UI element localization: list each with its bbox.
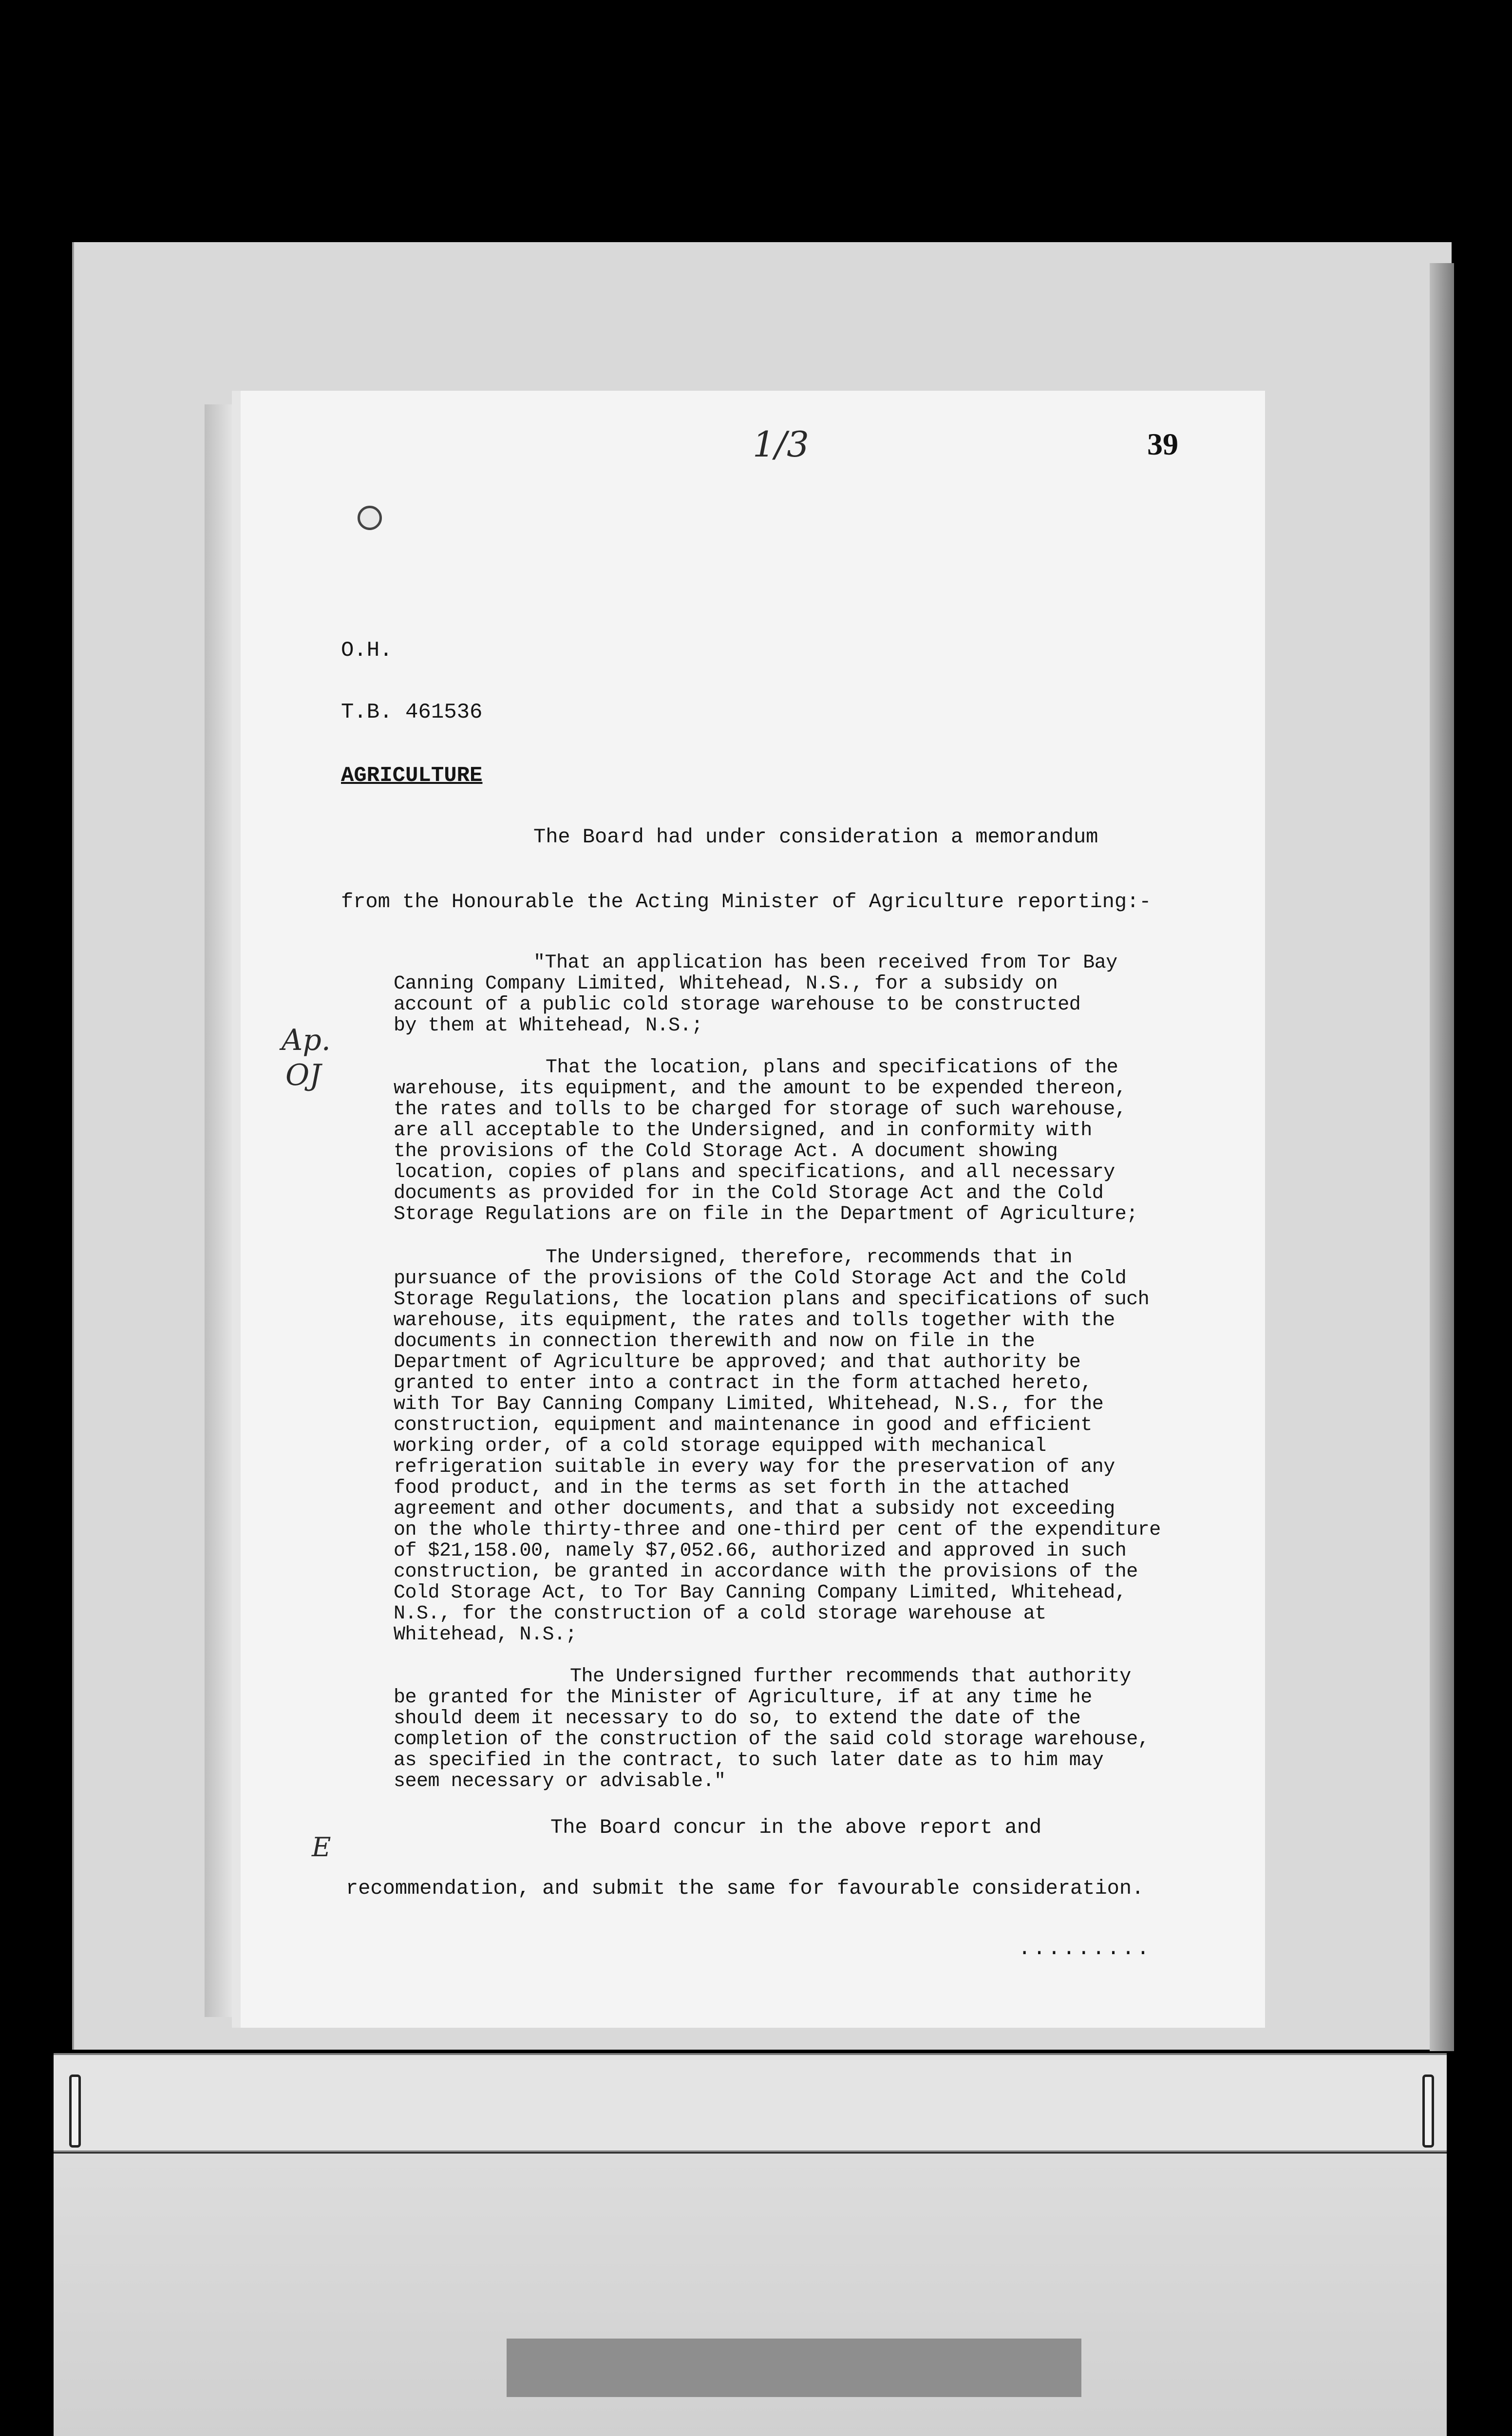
quote-2-line-5: the provisions of the Cold Storage Act. A document showing: [394, 1141, 1058, 1162]
ellipsis-mark: .........: [1018, 1937, 1152, 1961]
quote-3-line-15: of $21,158.00, namely $7,052.66, authorized and approved in such: [394, 1540, 1127, 1562]
opening-line-2: from the Honourable the Acting Minister of Agriculture reporting:-: [341, 890, 1152, 914]
quote-4-line-3: should deem it necessary to do so, to extend the date of the: [394, 1708, 1081, 1730]
quote-3-line-5: documents in connection therewith and now on file in the: [394, 1331, 1035, 1352]
quote-3-line-7: granted to enter into a contract in the form attached hereto,: [394, 1372, 1092, 1394]
quote-3-line-8: with Tor Bay Canning Company Limited, Whitehead, N.S., for the: [394, 1393, 1104, 1415]
quote-3-line-12: food product, and in the terms as set forth in the attached: [394, 1477, 1069, 1499]
quote-3-line-2: pursuance of the provisions of the Cold Storage Act and the Cold: [394, 1268, 1127, 1290]
closing-line-2: recommendation, and submit the same for favourable consideration.: [346, 1877, 1144, 1900]
quote-3-line-14: on the whole thirty-three and one-third per cent of the expenditure: [394, 1519, 1161, 1541]
quote-1-line-1: "That an application has been received from Tor Bay: [533, 952, 1117, 974]
section-heading: AGRICULTURE: [341, 763, 483, 788]
quote-4-line-4: completion of the construction of the said cold storage warehouse,: [394, 1729, 1150, 1751]
quote-2-line-7: documents as provided for in the Cold Storage Act and the Cold: [394, 1182, 1104, 1204]
quote-3-line-10: working order, of a cold storage equipped with mechanical: [394, 1435, 1046, 1457]
quote-1-line-2: Canning Company Limited, Whitehead, N.S., for a subsidy on: [394, 973, 1058, 995]
margin-note-initials: OJ: [285, 1058, 321, 1092]
quote-3-line-16: construction, be granted in accordance with the provisions of the: [394, 1561, 1138, 1583]
quote-3-line-17: Cold Storage Act, to Tor Bay Canning Company Limited, Whitehead,: [394, 1582, 1127, 1604]
quote-4-line-2: be granted for the Minister of Agriculture, if at any time he: [394, 1687, 1092, 1709]
quote-2-line-1: That the location, plans and specifications of the: [546, 1057, 1118, 1079]
punch-hole-icon: [358, 506, 382, 530]
binder-strip: [54, 2053, 1447, 2152]
quote-3-line-11: refrigeration suitable in every way for the preservation of any: [394, 1456, 1115, 1478]
quote-2-line-8: Storage Regulations are on file in the Department of Agriculture;: [394, 1203, 1138, 1225]
page-curl-edge: [205, 404, 239, 2017]
quote-3-line-9: construction, equipment and maintenance in good and efficient: [394, 1414, 1092, 1436]
margin-note-mark: E: [312, 1832, 331, 1863]
quote-4-line-5: as specified in the contract, to such later date as to him may: [394, 1750, 1104, 1771]
quote-4-line-1: The Undersigned further recommends that authority: [570, 1666, 1131, 1688]
quote-3-line-1: The Undersigned, therefore, recommends that in: [546, 1247, 1073, 1269]
quote-2-line-3: the rates and tolls to be charged for storage of such warehouse,: [394, 1099, 1127, 1121]
quote-1-line-3: account of a public cold storage warehouse to be constructed: [394, 994, 1081, 1016]
quote-3-line-19: Whitehead, N.S.;: [394, 1624, 577, 1646]
quote-2-line-2: warehouse, its equipment, and the amount to be expended thereon,: [394, 1078, 1127, 1100]
quote-3-line-6: Department of Agriculture be approved; and that authority be: [394, 1351, 1081, 1373]
handwritten-fraction: 1/3: [753, 424, 809, 465]
initials-header: O.H.: [341, 638, 393, 663]
quote-2-line-6: location, copies of plans and specifications, and all necessary: [394, 1161, 1115, 1183]
quote-1-line-4: by them at Whitehead, N.S.;: [394, 1015, 703, 1037]
right-binder-clip-icon: [1422, 2074, 1434, 2148]
quote-3-line-4: warehouse, its equipment, the rates and tolls together with the: [394, 1310, 1115, 1332]
quote-4-line-6: seem necessary or advisable.": [394, 1770, 726, 1792]
opening-line-1: The Board had under consideration a memorandum: [533, 825, 1098, 849]
folio-number: 39: [1147, 427, 1178, 461]
left-binder-clip-icon: [69, 2074, 81, 2148]
backing-sheet-shadow: [1430, 263, 1454, 2051]
margin-note-approved: Ap.: [282, 1023, 331, 1057]
quote-3-line-18: N.S., for the construction of a cold storage warehouse at: [394, 1603, 1046, 1625]
quote-2-line-4: are all acceptable to the Undersigned, and in conformity with: [394, 1120, 1092, 1142]
quote-3-line-13: agreement and other documents, and that a subsidy not exceeding: [394, 1498, 1115, 1520]
closing-line-1: The Board concur in the above report and: [550, 1816, 1042, 1839]
lower-sheet-shadow: [507, 2339, 1081, 2397]
quote-3-line-3: Storage Regulations, the location plans and specifications of such: [394, 1289, 1150, 1311]
treasury-board-number: T.B. 461536: [341, 700, 483, 724]
